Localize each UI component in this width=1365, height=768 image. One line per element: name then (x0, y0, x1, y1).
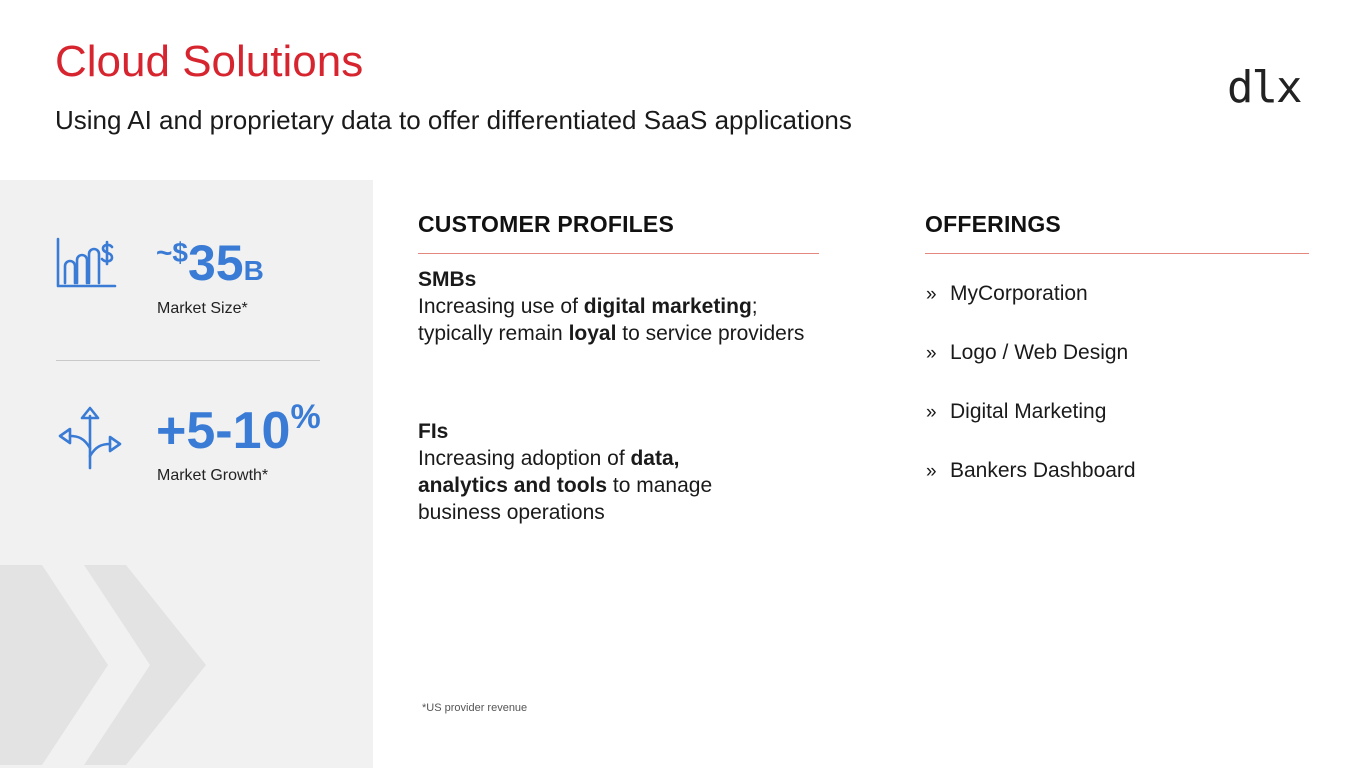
bar-chart-dollar-icon (55, 236, 117, 293)
profile-smbs (418, 266, 818, 347)
market-growth-label: Market Growth* (157, 467, 269, 484)
offerings-heading: OFFERINGS (925, 211, 1061, 237)
profile-description: Increasing adoption of data, analytics and tools to manage business operations (418, 447, 713, 524)
market-size-label: Market Size* (157, 300, 248, 317)
chevron-decoration (0, 565, 220, 768)
market-size-value: ~$35B (156, 235, 264, 291)
profile-title: FIs (418, 420, 449, 443)
page-title: Cloud Solutions (55, 37, 364, 86)
stats-panel (0, 180, 373, 768)
footnote: *US provider revenue (422, 702, 528, 714)
customer-profiles-rule (418, 253, 819, 254)
customer-profiles-heading: CUSTOMER PROFILES (418, 211, 674, 237)
profile-description: Increasing use of digital marketing; typically remain loyal to service providers (418, 295, 805, 345)
offering-item: » Logo / Web Design (926, 341, 1129, 364)
market-growth-value: +5-10% (156, 398, 321, 460)
diverging-arrows-icon (58, 406, 122, 477)
page-subtitle: Using AI and proprietary data to offer differentiated SaaS applications (55, 105, 852, 135)
offering-item: » MyCorporation (926, 282, 1088, 305)
dlx-logo: dlx (1227, 62, 1301, 113)
offering-item: » Digital Marketing (926, 400, 1107, 423)
offering-item: » Bankers Dashboard (926, 459, 1136, 482)
profile-fis (418, 418, 748, 526)
offerings-rule (925, 253, 1309, 254)
stats-divider (56, 360, 320, 361)
profile-title: SMBs (418, 268, 477, 291)
